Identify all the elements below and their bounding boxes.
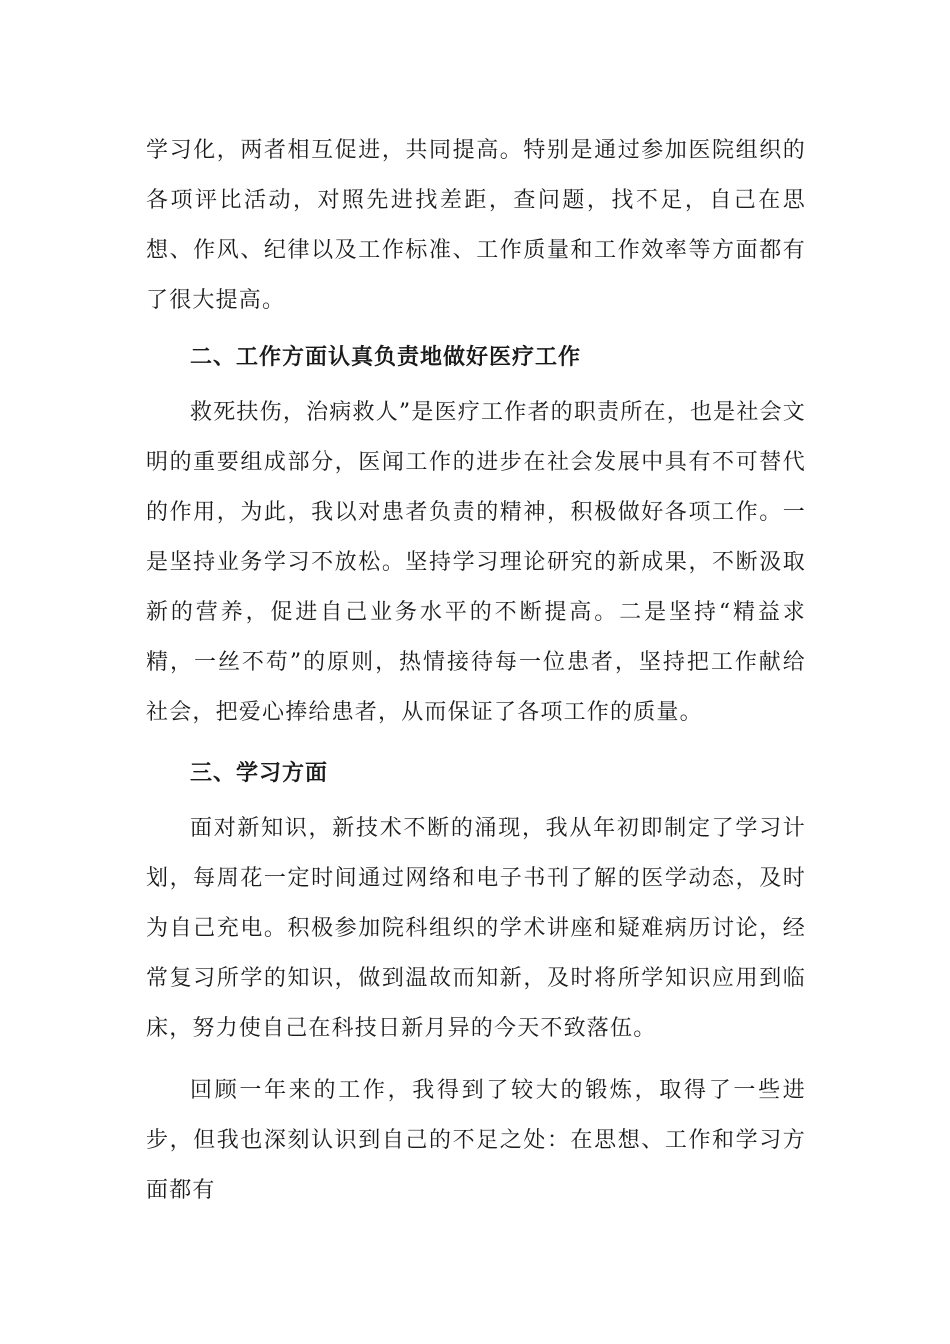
section-heading-work: 二、工作方面认真负责地做好医疗工作: [190, 344, 582, 370]
section-heading-study: 三、学习方面: [190, 760, 329, 786]
document-body: [146, 126, 806, 1216]
paragraph-work: 救死扶伤，治病救人”是医疗工作者的职责所在，也是社会文明的重要组成部分，医闻工作的进步在社会发展中具有不可替代的作用，为此，我以对患者负责的精神，积极做好各项工作。一是坚持业务学习不放松。坚持学习理论研究的新成果，不断汲取新的营养，促进自己业务水平的不断提高。二是坚持“精益求精，一丝不苟”的原则，热情接待每一位患者，坚持把工作献给社会，把爱心捧给患者，从而保证了各项工作的质量。: [146, 400, 806, 725]
paragraph-study: 面对新知识，新技术不断的涌现，我从年初即制定了学习计划，每周花一定时间通过网络和电子书刊了解的医学动态，及时为自己充电。积极参加院科组织的学术讲座和疑难病历讨论，经常复习所学的知识，做到温故而知新，及时将所学知识应用到临床，努力使自己在科技日新月异的今天不致落伍。: [146, 816, 806, 1041]
paragraph-continuation: 学习化，两者相互促进，共同提高。特别是通过参加医院组织的各项评比活动，对照先进找差距，查问题，找不足，自己在思想、作风、纪律以及工作标准、工作质量和工作效率等方面都有了很大提高。: [146, 138, 806, 313]
paragraph-review: 回顾一年来的工作，我得到了较大的锻炼，取得了一些进步，但我也深刻认识到自己的不足之处：在思想、工作和学习方面都有: [146, 1078, 806, 1203]
